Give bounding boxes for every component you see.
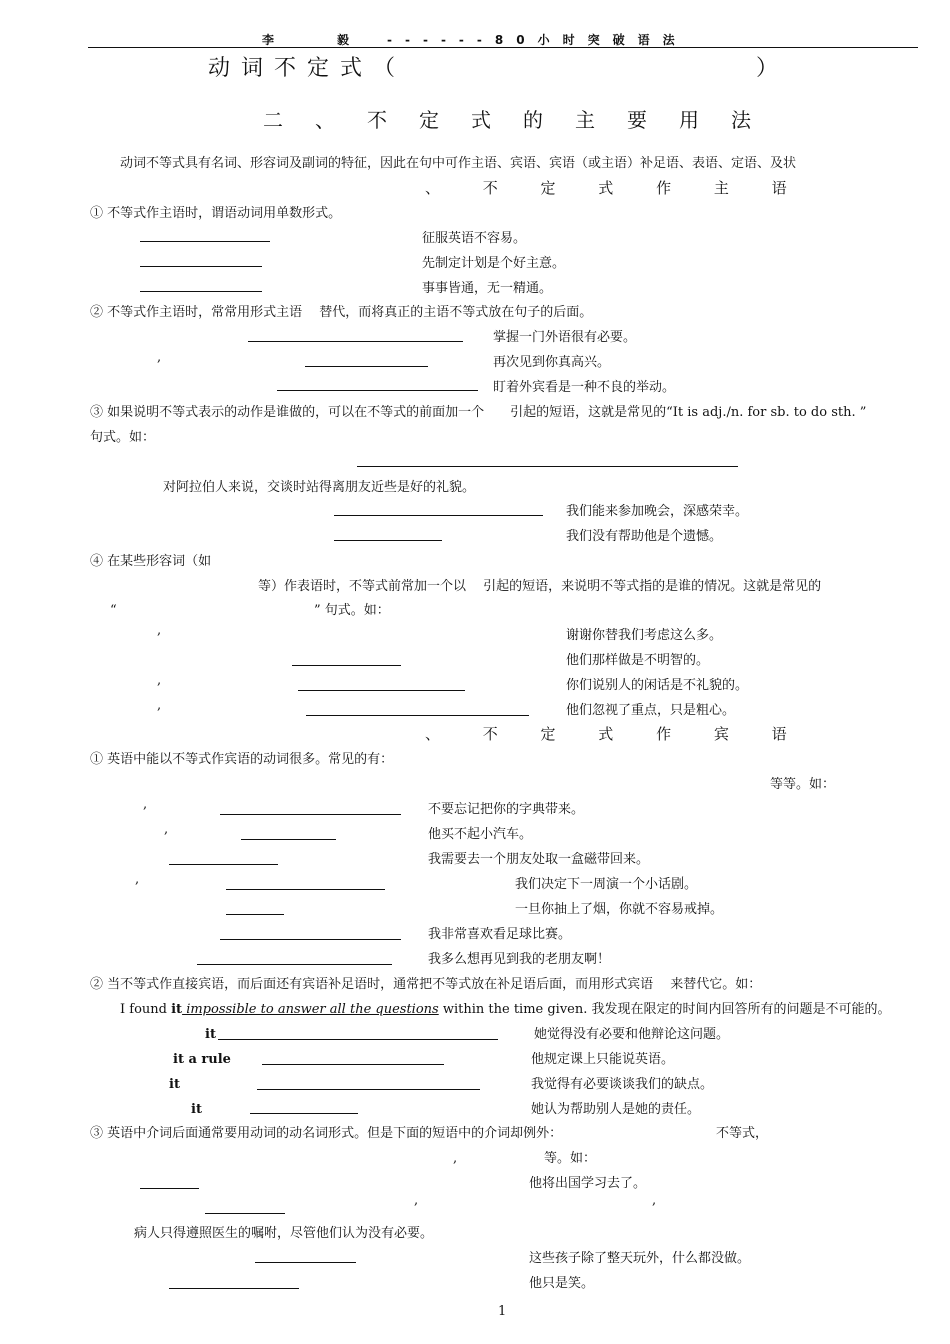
rule-2: ② 不等式作主语时，常常用形式主语 替代，而将真正的主语不等式放在句子的后面。 — [90, 305, 593, 320]
rule-1: ① 英语中能以不等式作宾语的动词很多。常见的有： — [90, 752, 394, 767]
blank-line[interactable] — [292, 665, 401, 666]
blank-line[interactable] — [248, 341, 463, 342]
example-translation: 对阿拉伯人来说，交谈时站得离朋友近些是好的礼貌。 — [163, 480, 476, 495]
example-label: it — [205, 1027, 216, 1042]
example-translation: 我多么想再见到我的老朋友啊！ — [428, 952, 611, 967]
header-rule — [88, 47, 918, 48]
comma: , — [135, 872, 140, 887]
blank-line[interactable] — [140, 266, 262, 267]
comma: , — [157, 623, 162, 638]
section-heading: 二、不定式的主要用法 — [263, 108, 783, 132]
example-translation: 掌握一门外语很有必要。 — [493, 330, 637, 345]
rule-4-cont: 等）作表语时，不等式前常加一个以 引起的短语，来说明不等式指的是谁的情况。这就是常见的 — [258, 579, 822, 594]
blank-line[interactable] — [226, 914, 284, 915]
rule-3-inf: 不等式， — [716, 1126, 769, 1141]
example-translation: 他规定课上只能说英语。 — [531, 1052, 675, 1067]
blank-line[interactable] — [226, 889, 385, 890]
example-translation: 我们没有帮助他是个遗憾。 — [566, 529, 723, 544]
rule-3: ③ 如果说明不等式表示的动作是谁做的，可以在不等式的前面加一个 引起的短语，这就是常见的“It is adj./n. for sb. to do sth. ” — [90, 405, 867, 420]
blank-line[interactable] — [197, 964, 392, 965]
example-translation: 病人只得遵照医生的嘱咐，尽管他们认为没有必要。 — [134, 1226, 434, 1241]
comma: , — [453, 1151, 458, 1166]
example-label: it a rule — [173, 1052, 231, 1067]
blank-line[interactable] — [169, 864, 278, 865]
example-translation: 盯着外宾看是一种不良的举动。 — [493, 380, 676, 395]
example-translation: 他买不起小汽车。 — [428, 827, 533, 842]
example-translation: 你们说别人的闲话是不礼貌的。 — [566, 678, 749, 693]
blank-line[interactable] — [262, 1064, 444, 1065]
example-translation: 我非常喜欢看足球比赛。 — [428, 927, 572, 942]
example-post: within the time given. 我发现在限定的时间内回答所有的问题是不可能的。 — [438, 1002, 891, 1017]
blank-line[interactable] — [205, 1213, 285, 1214]
blank-line[interactable] — [241, 839, 336, 840]
blank-line[interactable] — [140, 241, 270, 242]
example-translation: 再次见到你真高兴。 — [493, 355, 611, 370]
rule-1: ① 不等式作主语时，谓语动词用单数形式。 — [90, 206, 342, 221]
blank-line[interactable] — [298, 690, 465, 691]
blank-line[interactable] — [140, 291, 262, 292]
blank-line[interactable] — [250, 1113, 358, 1114]
blank-line[interactable] — [277, 390, 478, 391]
comma: , — [157, 673, 162, 688]
example-translation: 一旦你抽上了烟，你就不容易戒掉。 — [515, 902, 724, 917]
blank-line[interactable] — [220, 939, 401, 940]
example-it: it — [171, 1002, 183, 1017]
comma: , — [164, 822, 169, 837]
example-translation: 事事皆通，无一精通。 — [422, 281, 553, 296]
example-label: it — [191, 1102, 202, 1117]
rule-3: ③ 英语中介词后面通常要用动词的动名词形式。但是下面的短语中的介词却例外： — [90, 1126, 563, 1141]
example-translation: 她认为帮助别人是她的责任。 — [531, 1102, 701, 1117]
page-number: 1 — [498, 1304, 507, 1319]
comma: , — [143, 797, 148, 812]
intro-paragraph: 动词不等式具有名词、形容词及副词的特征，因此在句中可作主语、宾语、宾语（或主语）补足语、表语、定语、及状 — [120, 156, 797, 171]
rule-4-quote-close: ” 句式。如： — [314, 603, 390, 618]
example-translation: 我觉得有必要谈谈我们的缺点。 — [531, 1077, 714, 1092]
blank-line[interactable] — [334, 515, 543, 516]
subsection-heading-subject: 、 不 定 式 作 主 语 — [425, 179, 806, 197]
example-pre: I found — [120, 1002, 172, 1017]
blank-line[interactable] — [255, 1262, 356, 1263]
example-translation: 他们忽视了重点，只是粗心。 — [566, 703, 736, 718]
rule-4-quote-open: “ — [110, 603, 117, 618]
page-title-close: ） — [756, 56, 790, 81]
example-translation: 他只是笑。 — [529, 1276, 595, 1291]
example-translation: 我需要去一个朋友处取一盒磁带回来。 — [428, 852, 650, 867]
blank-line[interactable] — [357, 466, 738, 467]
rule-1-end: 等等。如： — [770, 777, 836, 792]
comma: , — [414, 1193, 419, 1208]
comma: , — [157, 698, 162, 713]
rule-3-end: 等。如： — [544, 1151, 597, 1166]
example-translation: 征服英语不容易。 — [422, 231, 527, 246]
blank-line[interactable] — [334, 540, 442, 541]
blank-line[interactable] — [305, 366, 428, 367]
blank-line[interactable] — [140, 1188, 199, 1189]
example-translation: 他将出国学习去了。 — [529, 1176, 647, 1191]
subsection-heading-object: 、 不 定 式 作 宾 语 — [425, 725, 806, 743]
example-translation: 我们能来参加晚会，深感荣幸。 — [566, 504, 749, 519]
rule-3-cont: 句式。如： — [90, 430, 156, 445]
rule-4: ④ 在某些形容词（如 — [90, 554, 212, 569]
blank-line[interactable] — [220, 814, 401, 815]
rule-2: ② 当不等式作直接宾语，而后面还有宾语补足语时，通常把不等式放在补足语后面，而用形式宾语 来替代它。如： — [90, 977, 762, 992]
blank-line[interactable] — [218, 1039, 498, 1040]
page-title: 动词不定式（ — [208, 56, 407, 81]
example-label: it — [169, 1077, 180, 1092]
example-underlined: impossible to answer all the questions — [182, 1002, 439, 1017]
example-translation: 她觉得没有必要和他辩论这问题。 — [534, 1027, 730, 1042]
example-translation: 他们那样做是不明智的。 — [566, 653, 710, 668]
comma: , — [652, 1193, 657, 1208]
example-translation: 我们决定下一周演一个小话剧。 — [515, 877, 698, 892]
example-translation: 谢谢你替我们考虑这么多。 — [566, 628, 723, 643]
blank-line[interactable] — [257, 1089, 480, 1090]
blank-line[interactable] — [169, 1288, 299, 1289]
example-translation: 这些孩子除了整天玩外，什么都没做。 — [529, 1251, 751, 1266]
example-translation: 先制定计划是个好主意。 — [422, 256, 566, 271]
example-translation: 不要忘记把你的字典带来。 — [428, 802, 585, 817]
blank-line[interactable] — [306, 715, 529, 716]
example-sentence — [120, 1002, 891, 1018]
comma: , — [157, 350, 162, 365]
running-header: 李 毅 ------80小时突破语法 — [262, 33, 688, 47]
